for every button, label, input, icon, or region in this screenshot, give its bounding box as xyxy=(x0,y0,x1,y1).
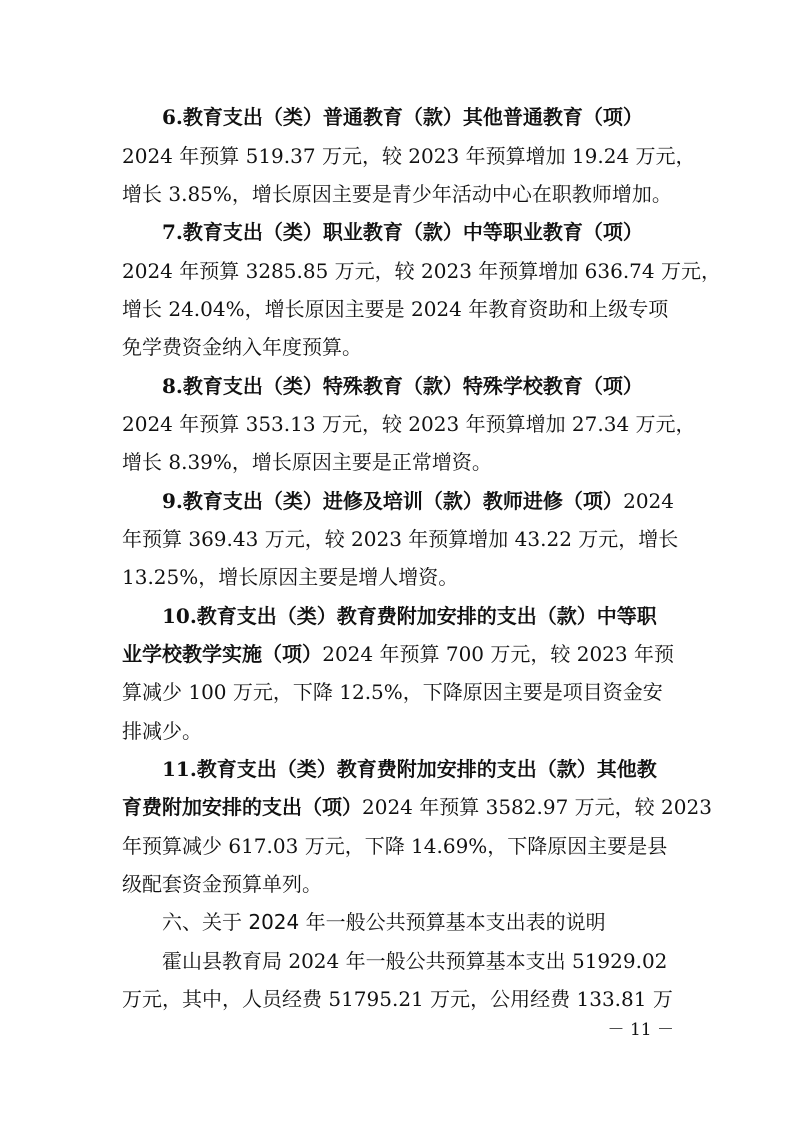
item-11-title-line-2 xyxy=(122,793,712,821)
section-6-heading: 六、关于 2024 年一般公共预算基本支出表的说明 xyxy=(162,910,606,934)
page-number: － 11 － xyxy=(607,1020,674,1040)
item-9-title: 9.教育支出（类）进修及培训（款）教师进修（项） xyxy=(162,489,623,513)
item-11-line-1: 年预算减少 617.03 万元，下降 14.69%，下降原因主要是县 xyxy=(122,834,668,858)
item-10-title-2: 业学校教学实施（项） xyxy=(122,642,322,666)
item-8-line-2: 增长 8.39%，增长原因主要是正常增资。 xyxy=(122,450,492,474)
item-6-title: 6.教育支出（类）普通教育（款）其他普通教育（项） xyxy=(162,105,643,129)
item-11-title: 11.教育支出（类）教育费附加安排的支出（款）其他教 xyxy=(162,757,657,781)
item-9-title-tail: 2024 xyxy=(623,489,674,513)
item-9-title-line xyxy=(162,487,674,515)
item-7-title: 7.教育支出（类）职业教育（款）中等职业教育（项） xyxy=(162,220,643,244)
item-6-line-1: 2024 年预算 519.37 万元，较 2023 年预算增加 19.24 万元， xyxy=(122,144,696,168)
item-9-line-1: 年预算 369.43 万元，较 2023 年预算增加 43.22 万元，增长 xyxy=(122,527,679,551)
section-6-line-1: 霍山县教育局 2024 年一般公共预算基本支出 51929.02 xyxy=(162,949,668,973)
item-11-title-2-tail: 2024 年预算 3582.97 万元，较 2023 xyxy=(362,795,712,819)
item-11-line-2: 级配套资金预算单列。 xyxy=(122,872,322,896)
section-6-line-2: 万元，其中，人员经费 51795.21 万元，公用经费 133.81 万 xyxy=(122,987,673,1011)
item-10-title: 10.教育支出（类）教育费附加安排的支出（款）中等职 xyxy=(162,604,657,628)
item-7-line-3: 免学费资金纳入年度预算。 xyxy=(122,335,362,359)
item-7-line-1: 2024 年预算 3285.85 万元，较 2023 年预算增加 636.74 万元， xyxy=(122,259,721,283)
item-8-line-1: 2024 年预算 353.13 万元，较 2023 年预算增加 27.34 万元， xyxy=(122,412,696,436)
item-10-title-2-tail: 2024 年预算 700 万元，较 2023 年预 xyxy=(322,642,674,666)
item-6-line-2: 增长 3.85%，增长原因主要是青少年活动中心在职教师增加。 xyxy=(122,182,672,206)
item-10-line-2: 排减少。 xyxy=(122,719,202,743)
item-8-title: 8.教育支出（类）特殊教育（款）特殊学校教育（项） xyxy=(162,374,643,398)
item-11-title-2: 育费附加安排的支出（项） xyxy=(122,795,362,819)
item-9-line-2: 13.25%，增长原因主要是增人增资。 xyxy=(122,565,459,589)
item-7-line-2: 增长 24.04%，增长原因主要是 2024 年教育资助和上级专项 xyxy=(122,297,669,321)
item-10-line-1: 算减少 100 万元，下降 12.5%，下降原因主要是项目资金安 xyxy=(122,680,663,704)
item-10-title-line-2 xyxy=(122,640,674,668)
